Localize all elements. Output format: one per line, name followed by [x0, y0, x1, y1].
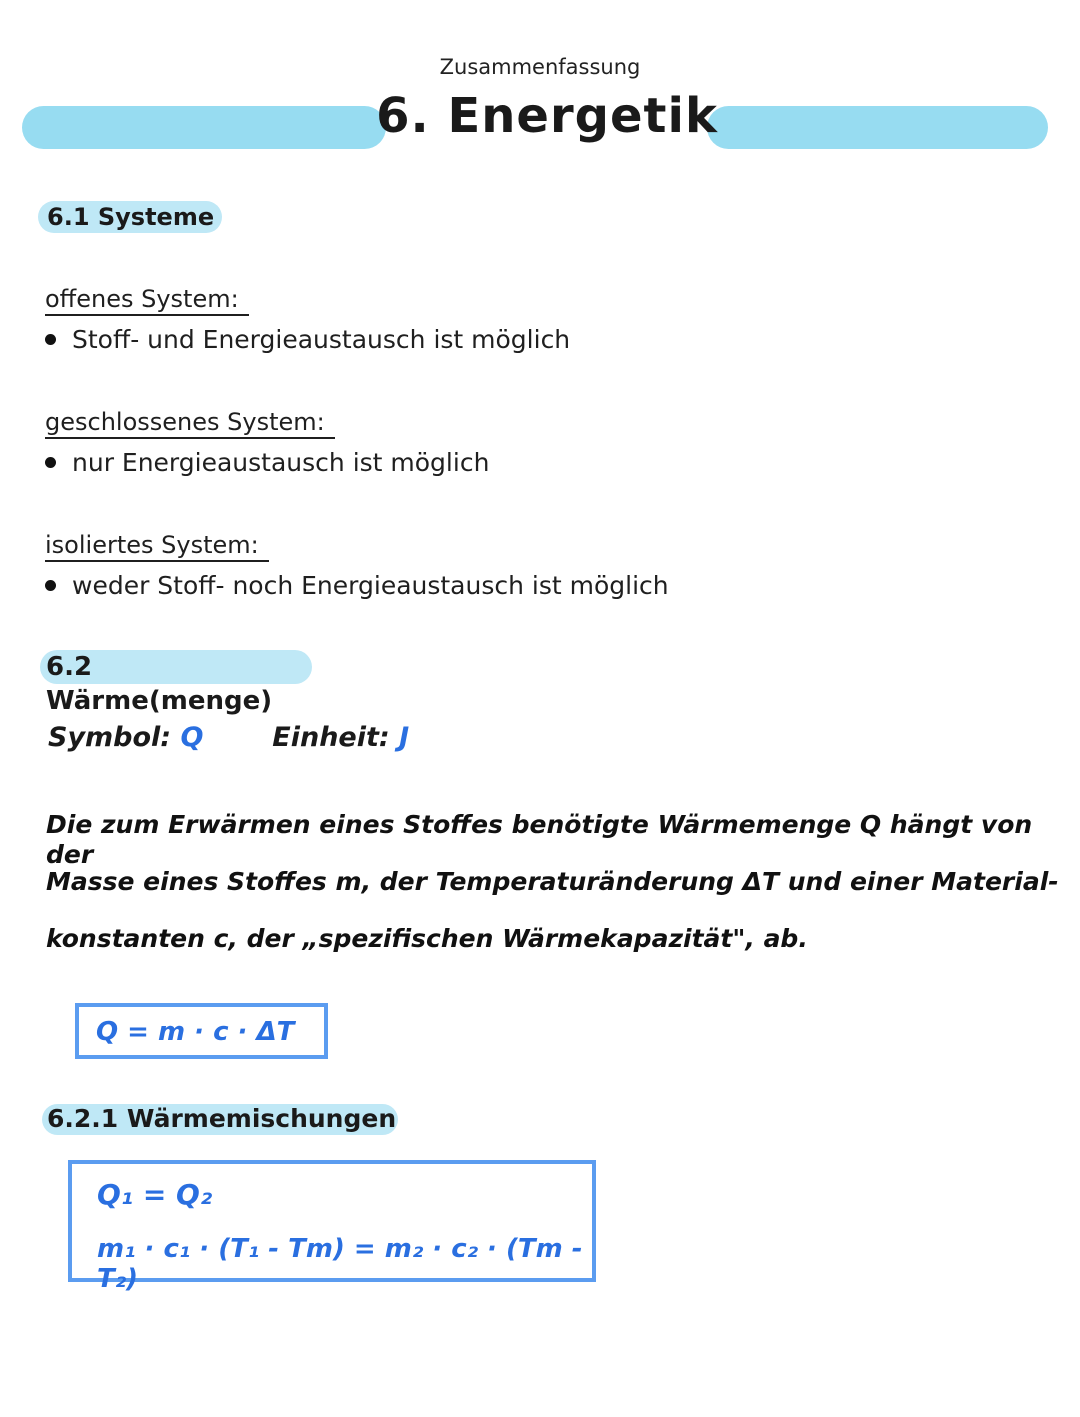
system-heading-isoliert: isoliertes System:: [45, 530, 269, 562]
bullet-icon: [45, 457, 56, 468]
paragraph-line: Die zum Erwärmen eines Stoffes benötigte Wärmemenge Q hängt von der: [46, 810, 1033, 869]
unit-label: Einheit:: [272, 722, 390, 753]
page-subtitle: Zusammenfassung: [439, 55, 641, 79]
symbol-label: Symbol:: [48, 722, 172, 753]
symbol-unit-line: [48, 722, 409, 753]
unit-value: J: [399, 722, 410, 753]
paragraph-line: konstanten c, der „spezifischen Wärmekapazität", ab.: [46, 924, 808, 953]
bullet-icon: [45, 334, 56, 345]
system-heading-offen: offenes System:: [45, 284, 249, 316]
formula-heat: Q = m · c · ΔT: [96, 1017, 295, 1047]
system-heading-geschlossen: geschlossenes System:: [45, 407, 335, 439]
bullet-icon: [45, 580, 56, 591]
formula-line-1: Q₁ = Q₂: [97, 1178, 213, 1211]
section-heading-waermemischungen: 6.2.1 Wärmemischungen: [42, 1104, 398, 1135]
section-heading-waerme: 6.2 Wärme(menge): [40, 650, 312, 684]
section-heading-systeme: 6.1 Systeme: [38, 201, 222, 233]
page-title: 6. Energetik: [376, 88, 718, 144]
list-item: weder Stoff- noch Energieaustausch ist möglich: [45, 571, 669, 601]
formula-line-2: m₁ · c₁ · (T₁ - Tm) = m₂ · c₂ · (Tm - T₂): [97, 1234, 583, 1294]
formula-box: [75, 1003, 328, 1059]
list-item: nur Energieaustausch ist möglich: [45, 448, 489, 478]
list-item: Stoff- und Energieaustausch ist möglich: [45, 325, 570, 355]
paragraph-line: Masse eines Stoffes m, der Temperaturänderung ΔT und einer Material-: [46, 867, 1059, 896]
symbol-value: Q: [180, 722, 204, 753]
formula-box-mixing: [68, 1160, 596, 1294]
